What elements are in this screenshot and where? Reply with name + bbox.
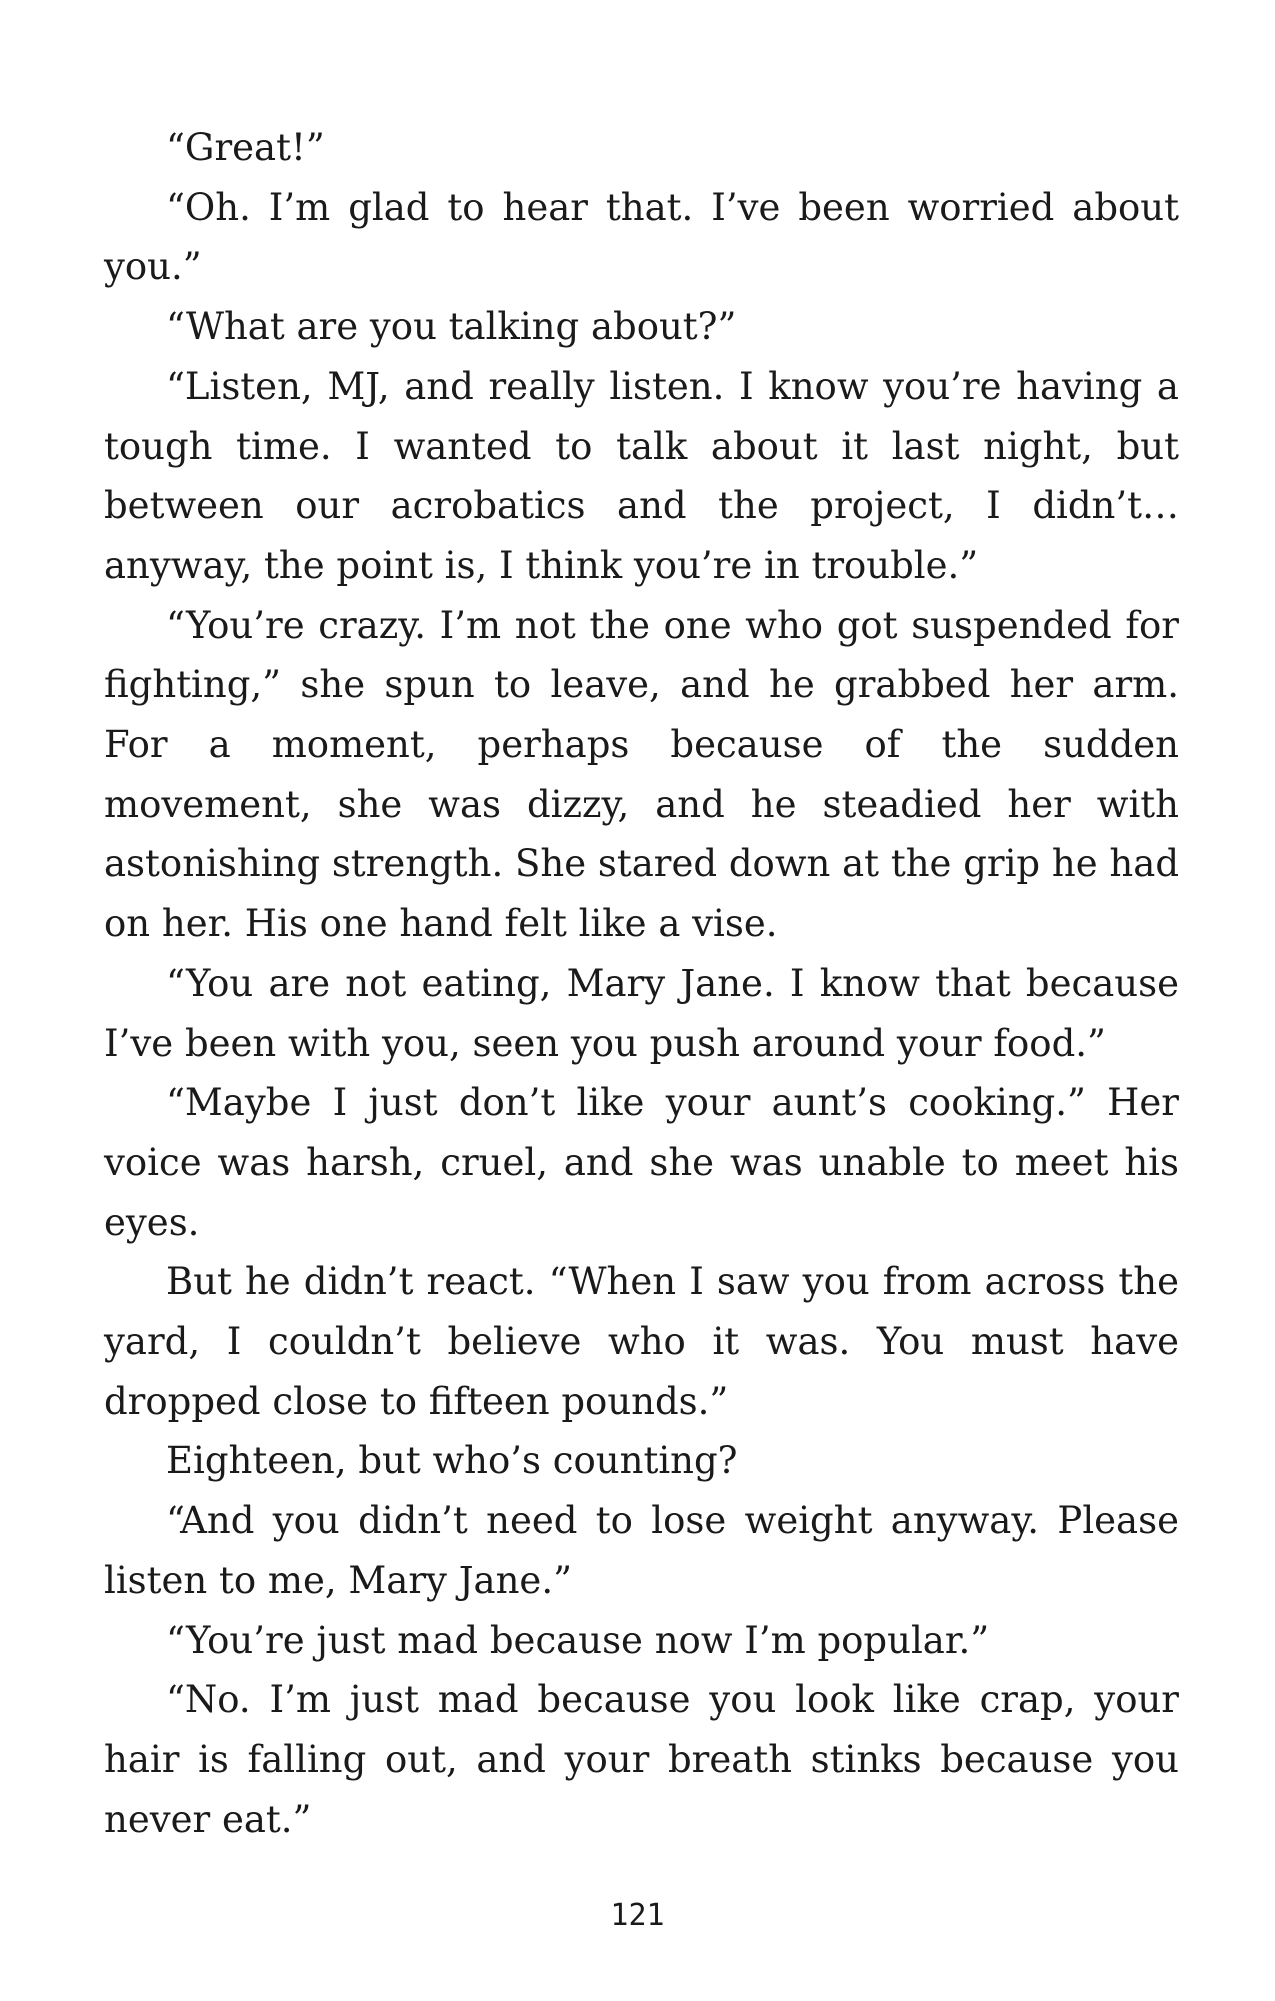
- paragraph: “Oh. I’m glad to hear that. I’ve been worried about you.”: [104, 185, 1179, 289]
- paragraph: “You are not eating, Mary Jane. I know that because I’ve been with you, seen you push around your food.”: [104, 961, 1179, 1065]
- paragraph: “You’re just mad because now I’m popular.”: [166, 1618, 990, 1662]
- paragraph: “Listen, MJ, and really listen. I know you’re having a tough time. I wanted to talk about it last night, but between our acrobatics and the project, I didn’t…anyway, the point is, I think you’re in trouble.”: [104, 364, 1179, 587]
- page-number: 121: [610, 1898, 665, 1933]
- paragraph: “What are you talking about?”: [166, 305, 737, 349]
- paragraph: “You’re crazy. I’m not the one who got suspended for fighting,” she spun to leave, and he grabbed her arm. For a moment, perhaps because of the sudden movement, she was dizzy, and he steadied her with astonishing strength. She stared down at the grip he had on her. His one hand felt like a vise.: [104, 603, 1179, 946]
- body-text: [104, 118, 1179, 1849]
- paragraph: “No. I’m just mad because you look like crap, your hair is falling out, and your breath stinks because you never eat.”: [104, 1678, 1179, 1841]
- paragraph: “And you didn’t need to lose weight anyway. Please listen to me, Mary Jane.”: [104, 1499, 1179, 1602]
- paragraph: But he didn’t react. “When I saw you from across the yard, I couldn’t believe who it was. You must have dropped close to fifteen pounds.”: [104, 1260, 1179, 1423]
- paragraph: “Great!”: [166, 126, 325, 169]
- paragraph: Eighteen, but who’s counting?: [166, 1439, 738, 1483]
- paragraph: “Maybe I just don’t like your aunt’s cooking.” Her voice was harsh, cruel, and she was unable to meet his eyes.: [104, 1081, 1179, 1244]
